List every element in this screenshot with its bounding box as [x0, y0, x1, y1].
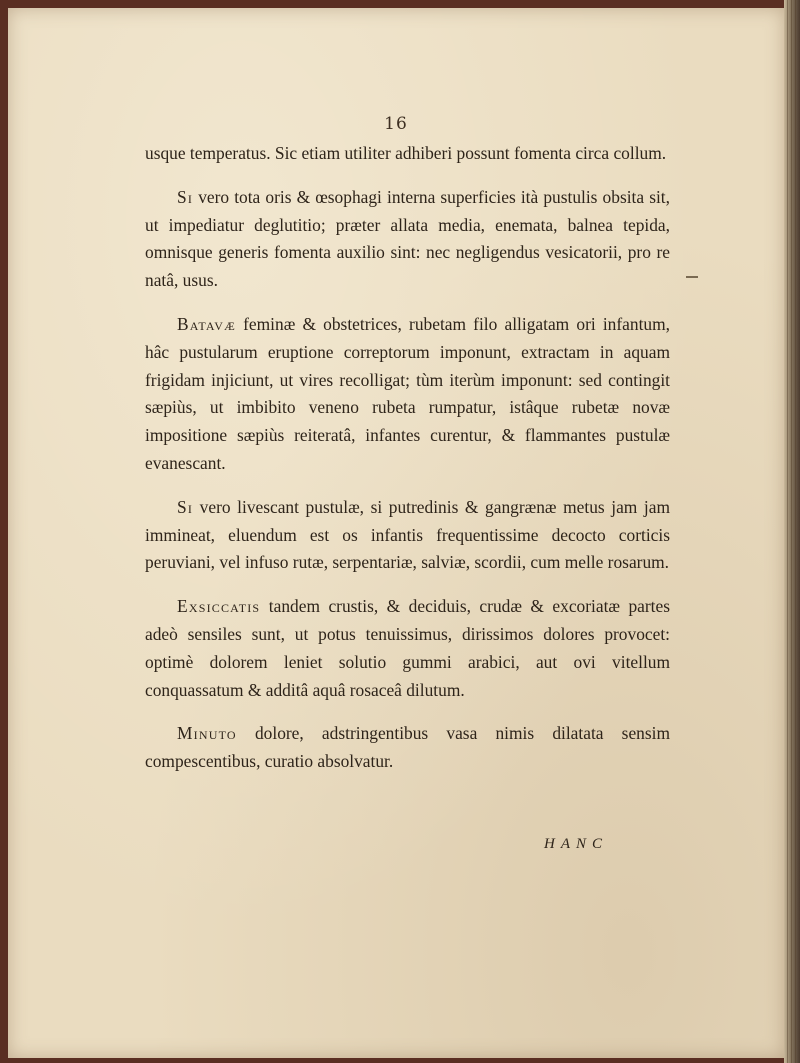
paragraph-6 — [145, 720, 670, 776]
paragraph-2-text: vero tota oris & œsophagi interna superficies ità pustulis obsita sit, ut impediatur deglutitio; præter allata media, enemata, balnea tepida, omnisque generis fomenta auxilio sint: nec negligendus vesicatorii, pro re natâ, usus. — [145, 186, 670, 291]
paragraph-4-text: vero livescant pustulæ, si putredinis & gangrænæ metus jam jam immineat, eluendum est os infantis frequentissime decocto corticis peruviani, vel infuso rutæ, serpentariæ, salviæ, scordii, cum melle rosarum. — [145, 496, 670, 573]
paragraph-5 — [145, 593, 670, 704]
paragraph-6-lead: Minuto — [177, 723, 237, 744]
paragraph-1 — [145, 140, 670, 168]
paragraph-3 — [145, 311, 670, 478]
book-page — [8, 8, 784, 1058]
margin-mark — [686, 276, 698, 278]
gutter-line — [791, 0, 792, 1063]
paragraph-2 — [145, 184, 670, 295]
paragraph-6-text: dolore, adstringentibus vasa nimis dilatata sensim compescentibus, curatio absolvatur. — [145, 723, 670, 772]
gutter-line — [795, 0, 796, 1063]
body-text — [145, 140, 670, 776]
catchword: HANC — [544, 836, 609, 852]
paragraph-5-text: tandem crustis, & deciduis, crudæ & excoriatæ partes adeò sensiles sunt, ut potus tenuissimus, dirissimos dolores provocet: optimè dolorem leniet solutio gummi arabici, aut ovi vitellum conquassatum & additâ aquâ rosaceâ dilutum. — [145, 596, 670, 700]
paragraph-3-text: feminæ & obstetrices, rubetam filo alligatam ori infantum, hâc pustularum eruptione correptorum imponunt, extractam in aquam frigidam injiciunt, ut vires recolligat; tùm iterùm imponunt: sed contingit sæpiùs, ut imbibito veneno rubeta rumpatur, istâque rubetæ novæ impositione sæpiùs reiteratâ, infantes curentur, & flammantes pustulæ evanescant. — [145, 313, 670, 473]
page-number: 16 — [384, 114, 408, 134]
gutter-line — [787, 0, 788, 1063]
paragraph-3-lead: Batavæ — [177, 313, 236, 334]
book-gutter — [784, 0, 800, 1063]
paragraph-4-lead: Si — [177, 496, 194, 517]
paragraph-4 — [145, 494, 670, 577]
paragraph-1-text: usque temperatus. Sic etiam utiliter adhiberi possunt fomenta circa collum. — [145, 143, 667, 163]
paragraph-2-lead: Si — [177, 186, 194, 207]
paragraph-5-lead: Exsiccatis — [177, 596, 261, 617]
